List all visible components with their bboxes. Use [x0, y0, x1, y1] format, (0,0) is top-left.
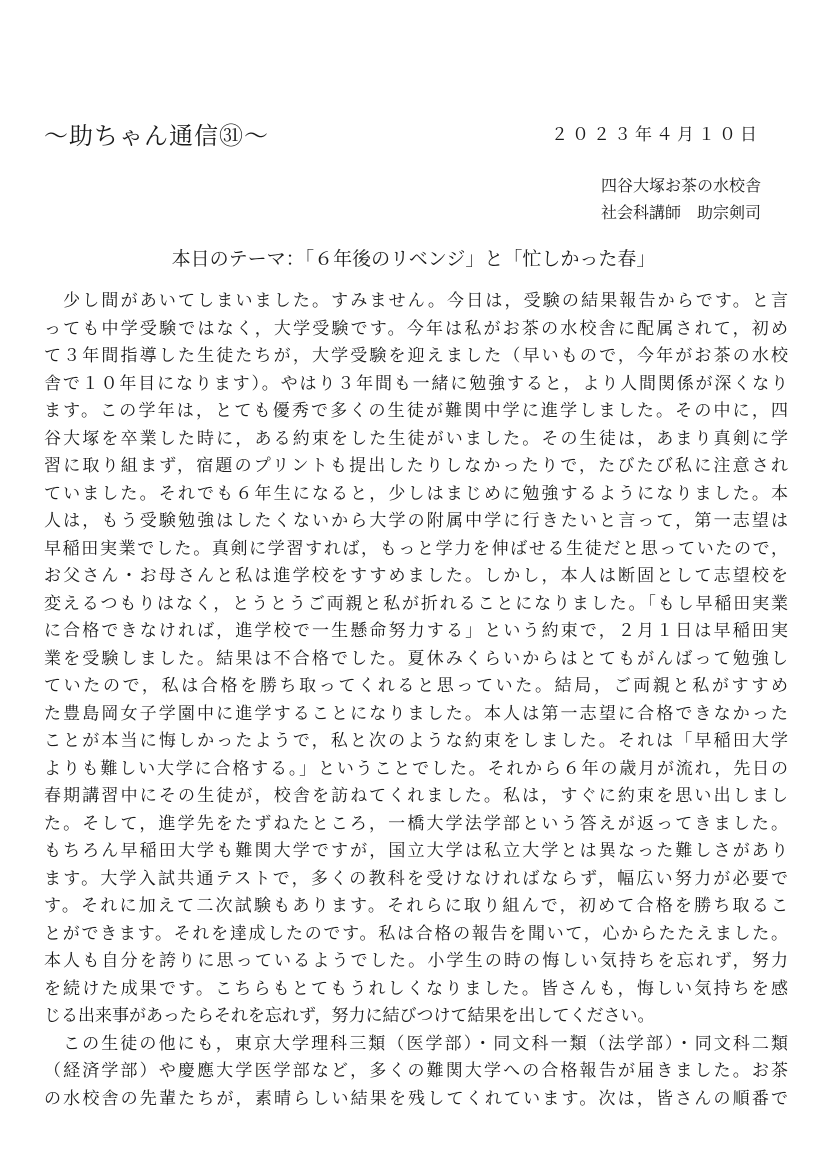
issue-date: ２０２３年４月１０日 [551, 125, 761, 145]
author-name: 社会科講師 助宗剣司 [600, 203, 761, 222]
body-line: 本人も自分を誇りに思っているようでした。小学生の時の悔しい気持ちを忘れず，努力 [44, 951, 788, 971]
body-line: た豊島岡女子学園中に進学することになりました。本人は第一志望に合格できなかった [44, 703, 788, 724]
body-line: この生徒の他にも，東京大学理科三類（医学部）・同文科一類（法学部）・同文科二類 [44, 1033, 788, 1054]
body-line: じる出来事があったらそれを忘れず，努力に結びつけて結果を出してください。 [44, 1006, 655, 1026]
body-line: 舎で１０年目になります）。やはり３年間も一緒に勉強すると，より人間関係が深くなり [44, 373, 788, 394]
body-line: とができます。それを達成したのです。私は合格の報告を聞いて，心からたたえました。 [44, 923, 788, 944]
body-line: 早稲田実業でした。真剣に学習すれば，もっと学力を伸ばせる生徒だと思っていたので， [44, 538, 788, 559]
body-line: ます。大学入試共通テストで，多くの教科を受けなければならず，幅広い努力が必要で [44, 868, 788, 889]
body-line: 業を受験しました。結果は不合格でした。夏休みくらいからはとてもがんばって勉強し [44, 648, 788, 669]
body-line: ことが本当に悔しかったようで，私と次のような約束をしました。それは「早稲田大学 [44, 731, 788, 751]
body-line: に合格できなければ，進学校で一生懸命努力する」という約束で，２月１日は早稲田実 [44, 621, 788, 641]
body-line: よりも難しい大学に合格する。」ということでした。それから６年の歳月が流れ，先日の [44, 758, 788, 779]
body-line: す。それに加えて二次試験もあります。それらに取り組んで，初めて合格を勝ち取るこ [44, 896, 788, 916]
author-block [601, 172, 761, 226]
body-line: た。そして，進学先をたずねたところ，一橋大学法学部という答えが返ってきました。 [44, 813, 788, 834]
body-line: ます。この学年は，とても優秀で多くの生徒が難関中学に進学しました。その中に，四 [44, 401, 788, 421]
body-line: お父さん・お母さんと私は進学校をすすめました。しかし，本人は断固として志望校を [44, 566, 788, 586]
school-name: 四谷大塚お茶の水校舎 [600, 176, 761, 195]
body-line: 変えるつもりはなく，とうとうご両親と私が折れることになりました。「もし早稲田実業 [44, 593, 788, 614]
body-line: 谷大塚を卒業した時に，ある約束をした生徒がいました。その生徒は，あまり真剣に学 [44, 428, 788, 449]
newsletter-title: 〜助ちゃん通信㉛〜 [44, 122, 269, 150]
body-line: （経済学部）や慶應大学医学部など，多くの難関大学への合格報告が届きました。お茶 [44, 1061, 788, 1081]
body-line: 人は，もう受験勉強はしたくないから大学の附属中学に行きたいと言って，第一志望は [44, 511, 788, 531]
body-line: 少し間があいてしまいました。すみません。今日は，受験の結果報告からです。と言 [44, 291, 788, 311]
body-line: もちろん早稲田大学も難関大学ですが，国立大学は私立大学とは異なった難しさがあり [44, 841, 788, 861]
body-line: っても中学受験ではなく，大学受験です。今年は私がお茶の水校舎に配属されて，初め [44, 318, 788, 339]
body-line: の水校舎の先輩たちが，素晴らしい結果を残してくれています。次は，皆さんの順番で [44, 1088, 788, 1109]
theme-heading: 本日のテーマ：「６年後のリベンジ」と「忙しかった春」 [171, 248, 656, 270]
body-line: 習に取り組まず，宿題のプリントも提出したりしなかったりで，たびたび私に注意され [44, 456, 788, 476]
body-line: ていました。それでも６年生になると，少しはまじめに勉強するようになりました。本 [44, 483, 788, 504]
article-body [44, 288, 788, 1113]
body-line: を続けた成果です。こちらもとてもうれしくなりました。皆さんも，悔しい気持ちを感 [44, 978, 788, 999]
body-line: て３年間指導した生徒たちが，大学受験を迎えました（早いもので，今年がお茶の水校 [44, 346, 788, 366]
body-line: 春期講習中にその生徒が，校舎を訪ねてくれました。私は，すぐに約束を思い出しまし [44, 786, 788, 806]
body-line: ていたので，私は合格を勝ち取ってくれると思っていた。結局，ご両親と私がすすめ [44, 676, 788, 696]
